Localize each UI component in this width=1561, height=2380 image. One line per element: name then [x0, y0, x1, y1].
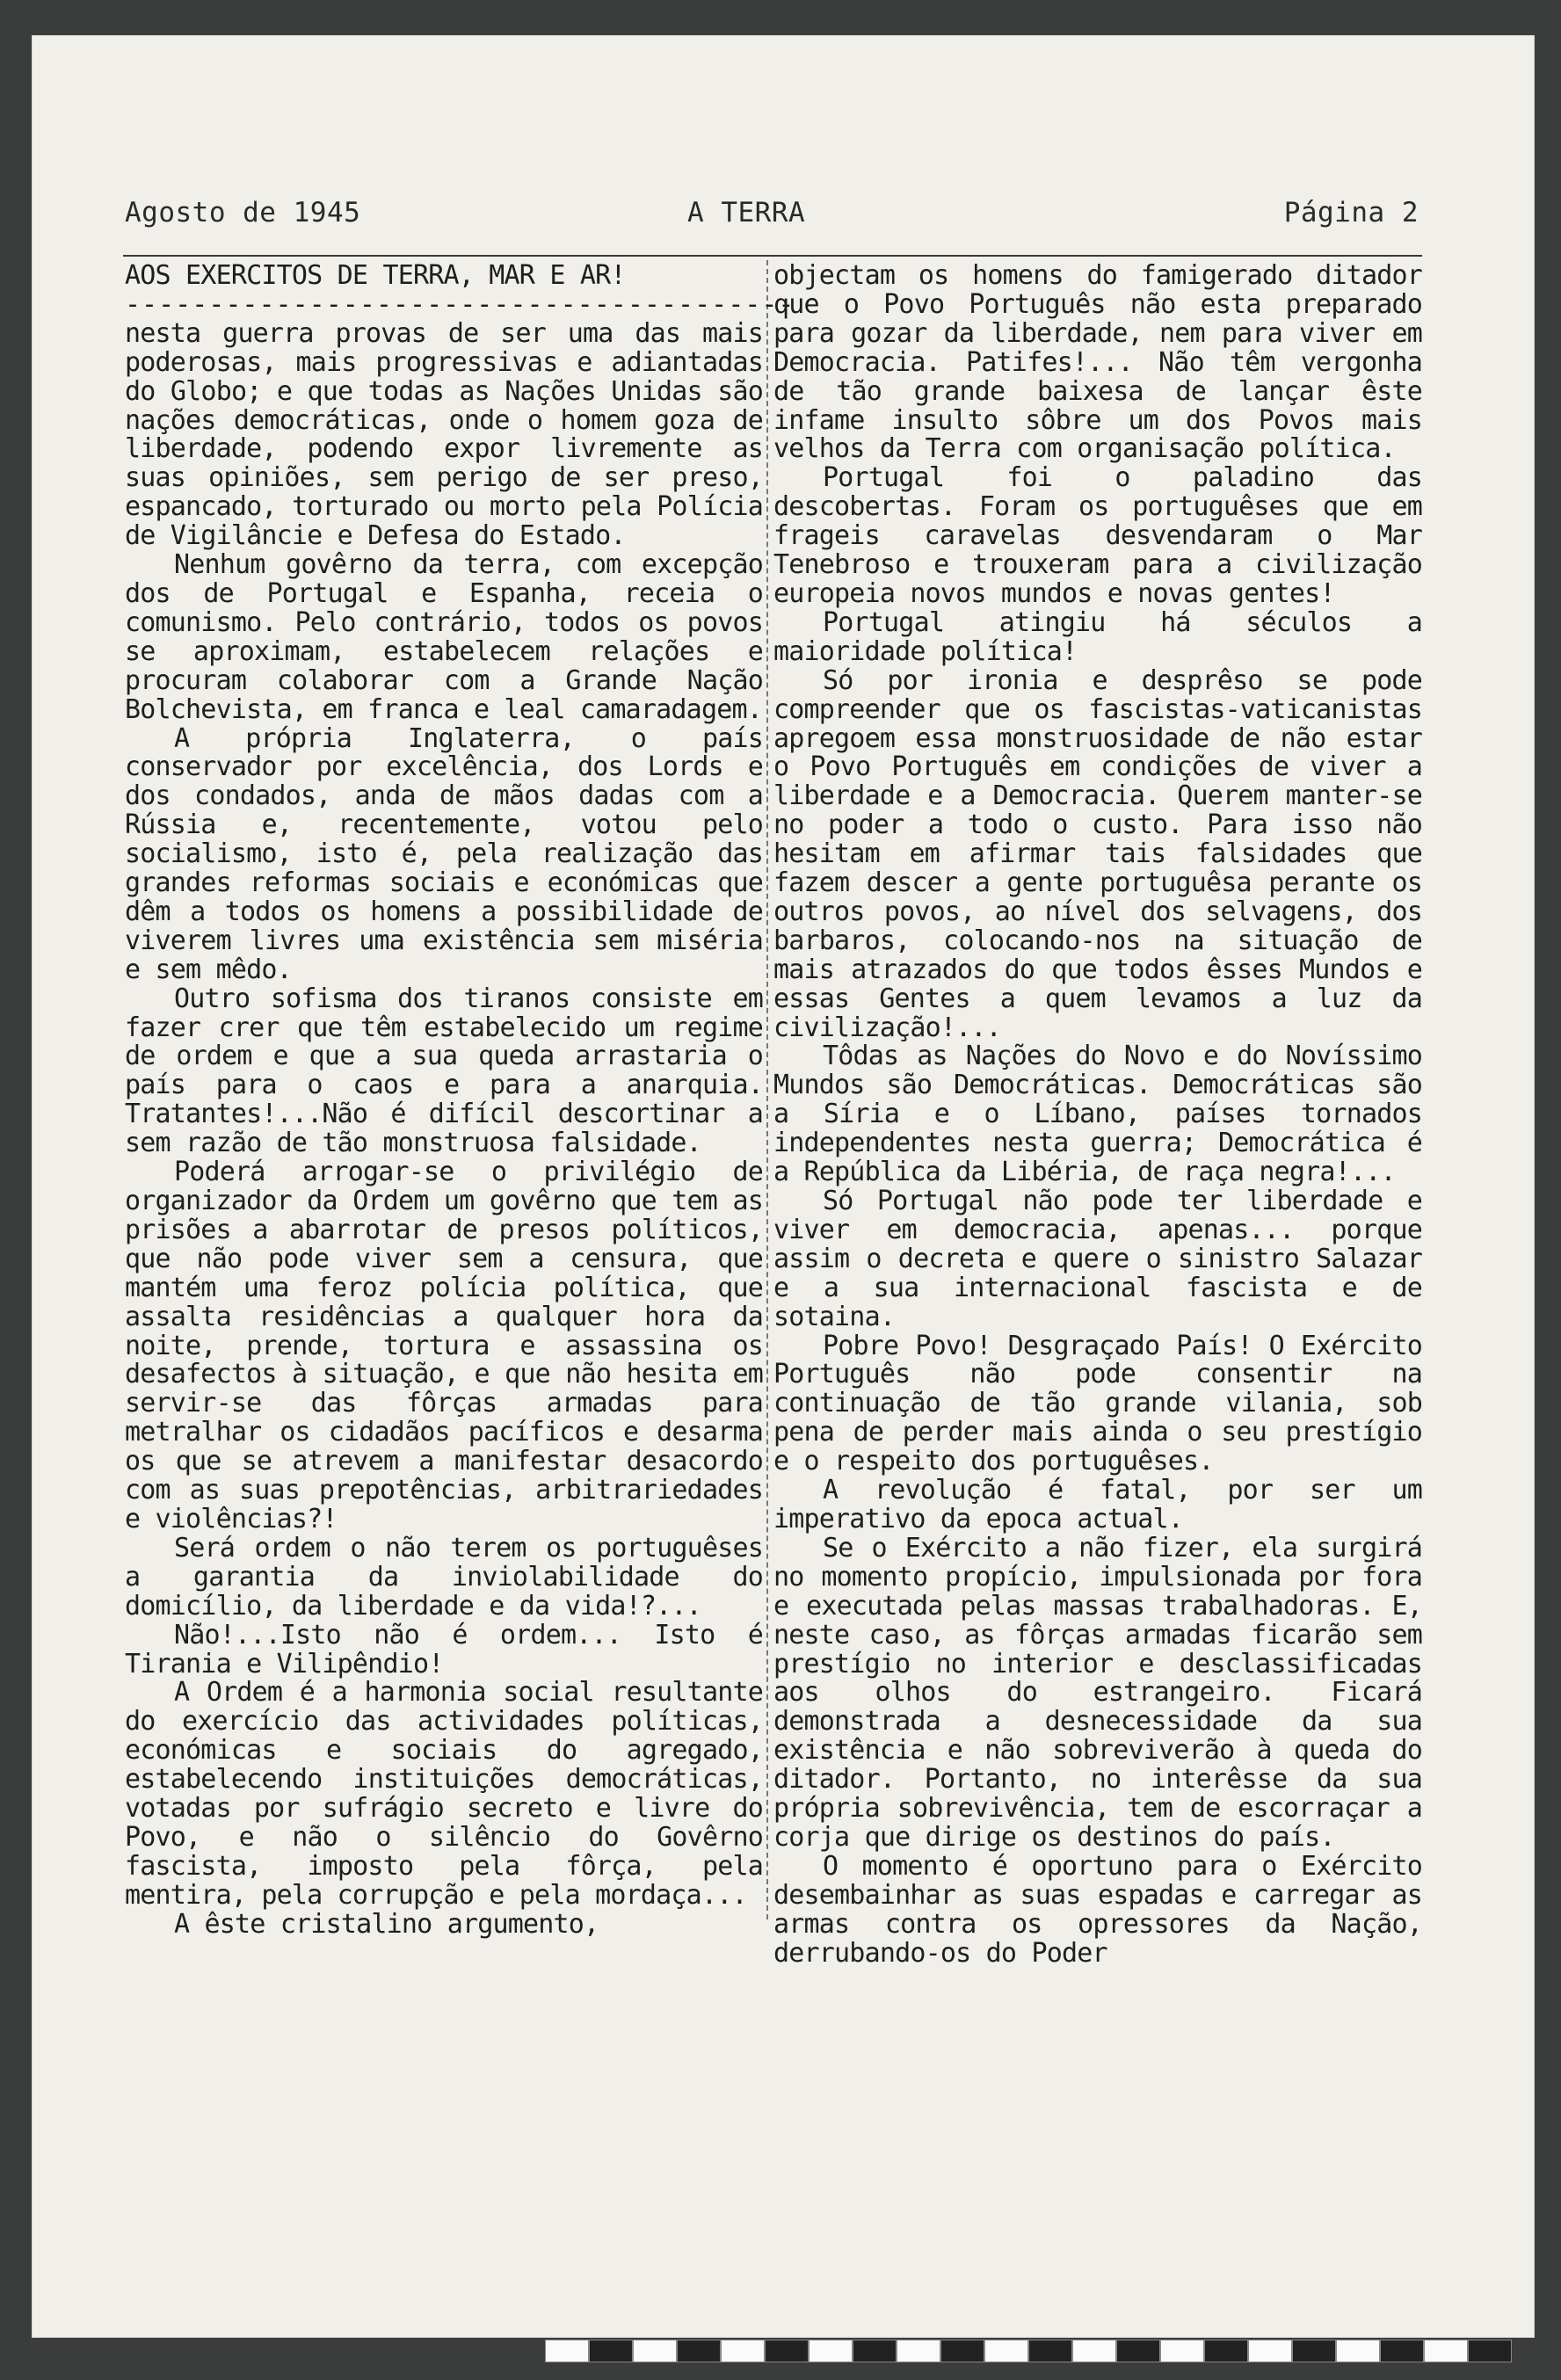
- paragraph: A revolução é fatal, por ser um imperativo da epoca actual.: [773, 1475, 1422, 1535]
- paragraph: Outro sofisma dos tiranos consiste em fazer crer que têm estabelecido um regime de ordem e que a sua queda arrastaria o país para o caos e para a anarquia. Tratantes!...Não é difícil descortinar a sem razão de tão monstruosa falsidade.: [125, 983, 763, 1159]
- newspaper-title: A TERRA: [687, 197, 806, 229]
- heading-underline: ----------------------------------------: [125, 288, 795, 320]
- paragraph: A êste cristalino argumento,: [174, 1908, 599, 1940]
- column-divider: [766, 260, 768, 1919]
- paragraph: Será ordem o não terem os portuguêses a garantia da inviolabilidade do domicílio, da liberdade e da vida!?...: [125, 1532, 763, 1622]
- paragraph: Só Portugal não pode ter liberdade e viver em democracia, apenas... porque assim o decreta e quere o sinistro Salazar e a sua internacional fascista e de sotaina.: [773, 1186, 1422, 1332]
- paragraph: O momento é oportuno para o Exército desembainhar as suas espadas e carregar as armas contra os opressores da Nação, derrubando-os do Poder: [773, 1850, 1422, 1969]
- article-heading: AOS EXERCITOS DE TERRA, MAR E AR!: [125, 260, 626, 291]
- page-number: Página 2: [1283, 197, 1419, 229]
- paragraph: A própria Inglaterra, o país conservador por excelência, dos Lords e dos condados, anda de mãos dadas com a Rússia e, recentemente, votou pelo socialismo, isto é, pela realização das grandes reformas sociais e económicas que dêm a todos os homens a possibilidade de viverem livres uma existência sem miséria e sem mêdo.: [125, 722, 763, 985]
- header-rule: [123, 255, 1422, 257]
- paragraph: objectam os homens do famigerado ditador que o Povo Português não esta preparado para gozar da liberdade, nem para viver em Democracia. Patifes!... Não têm vergonha de tão grande baixesa de lançar êste infame insulto sôbre um dos Povos mais velhos da Terra com organisação política.: [773, 260, 1422, 465]
- paragraph: Não!...Isto não é ordem... Isto é Tirania e Vilipêndio!: [125, 1619, 763, 1680]
- paragraph: Pobre Povo! Desgraçado País! O Exército Português não pode consentir na continuação de tão grande vilania, sob pena de perder mais ainda o seu prestígio e o respeito dos portuguêses.: [773, 1330, 1422, 1477]
- right-column: [773, 260, 1422, 1969]
- color-scale-bar: [545, 2340, 1512, 2362]
- paragraph: Só por ironia e desprêso se pode compreender que os fascistas-vaticanistas apregoem essa monstruosidade de não estar o Povo Português em condições de viver a liberdade e a Democracia. Querem manter-se no poder a todo o custo. Para isso não hesitam em afirmar tais falsidades que fazem descer a gente portuguêsa perante os outros povos, ao nível dos selvagens, dos barbaros, colocando-nos na situação de mais atrazados do que todos êsses Mundos e essas Gentes a quem levamos a luz da civilização!...: [773, 664, 1422, 1043]
- paragraph: Se o Exército a não fizer, ela surgirá no momento propício, impulsionada por fora e executada pelas massas trabalhadoras. E, neste caso, as fôrças armadas ficarão sem prestígio no interior e desclassificadas aos olhos do estrangeiro. Ficará demonstrada a desnecessidade da sua existência e não sobreviverão à queda do ditador. Portanto, no interêsse da sua própria sobrevivência, tem de escorraçar a corja que dirige os destinos do país.: [773, 1532, 1422, 1853]
- paragraph: Tôdas as Nações do Novo e do Novíssimo Mundos são Democráticas. Democráticas são a Síria e o Líbano, países tornados independentes nesta guerra; Democrática é a República da Libéria, de raça negra!...: [773, 1041, 1422, 1188]
- paragraph: Portugal foi o paladino das descobertas. Foram os portuguêses que em frageis caravelas desvendaram o Mar Tenebroso e trouxeram para a civilização europeia novos mundos e novas gentes!: [773, 462, 1422, 609]
- page-header: [125, 197, 1419, 232]
- paragraph: Portugal atingiu há séculos a maioridade política!: [773, 606, 1422, 667]
- paragraph: nesta guerra provas de ser uma das mais poderosas, mais progressivas e adiantadas do Globo; e que todas as Nações Unidas são nações democráticas, onde o homem goza de liberdade, podendo expor livremente as suas opiniões, sem perigo de ser preso, espancado, torturado ou morto pela Polícia de Vigilâncie e Defesa do Estado.: [125, 317, 763, 552]
- paragraph: A Ordem é a harmonia social resultante do exercício das actividades políticas, económicas e sociais do agregado, estabelecendo instituições democráticas, votadas por sufrágio secreto e livre do Povo, e não o silêncio do Govêrno fascista, imposto pela fôrça, pela mentira, pela corrupção e pela mordaça...: [125, 1677, 763, 1911]
- left-column: [125, 260, 795, 1940]
- paragraph: Poderá arrogar-se o privilégio de organizador da Ordem um govêrno que tem as prisões a abarrotar de presos políticos, que não pode viver sem a censura, que mantém uma feroz polícia política, que assalta residências a qualquer hora da noite, prende, tortura e assassina os desafectos à situação, e que não hesita em servir-se das fôrças armadas para metralhar os cidadãos pacíficos e desarma os que se atrevem a manifestar desacordo com as suas prepotências, arbitrariedades e violências?!: [125, 1157, 763, 1535]
- issue-date: Agosto de 1945: [125, 197, 361, 229]
- paragraph: Nenhum govêrno da terra, com excepção dos de Portugal e Espanha, receia o comunismo. Pelo contrário, todos os povos se aproximam, estabelecem relações e procuram colaborar com a Grande Nação Bolchevista, em franca e leal camaradagem.: [125, 549, 763, 725]
